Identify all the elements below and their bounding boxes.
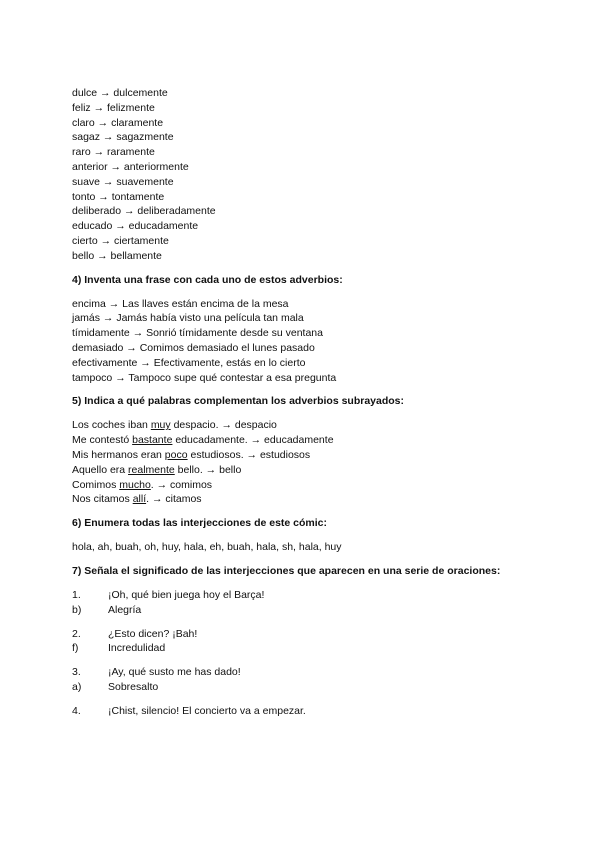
sentence-row bbox=[72, 665, 552, 680]
list-item: cierto → ciertamente bbox=[72, 234, 169, 247]
item-number: 1. bbox=[72, 588, 81, 601]
section-4-sentences bbox=[72, 297, 552, 386]
list-item: tímidamente → Sonrió tímidamente desde su ventana bbox=[72, 327, 323, 340]
list-item: encima → Las llaves están encima de la mesa bbox=[72, 297, 289, 310]
underlined-adverb: bastante bbox=[132, 434, 173, 447]
text: bello. → bello bbox=[174, 463, 242, 476]
section-4-heading: 4) Inventa una frase con cada uno de estos adverbios: bbox=[72, 273, 343, 286]
section-5-heading: 5) Indica a qué palabras complementan los adverbios subrayados: bbox=[72, 395, 405, 408]
text: Mis hermanos eran bbox=[72, 448, 165, 461]
list-item: feliz → felizmente bbox=[72, 101, 155, 114]
item-number: 2. bbox=[72, 627, 81, 640]
item-letter: b) bbox=[72, 603, 82, 616]
list-item bbox=[72, 433, 552, 448]
meaning-row bbox=[72, 641, 552, 656]
meaning-row bbox=[72, 603, 552, 618]
underlined-adverb: mucho bbox=[119, 478, 151, 491]
section-5-items bbox=[72, 418, 552, 507]
text: educadamente. → educadamente bbox=[172, 434, 334, 447]
text: . → citamos bbox=[146, 493, 202, 506]
underlined-adverb: allí bbox=[132, 493, 147, 506]
list-item: bello → bellamente bbox=[72, 249, 162, 262]
list-item: jamás → Jamás había visto una película tan mala bbox=[72, 312, 304, 325]
sentence: ¿Esto dicen? ¡Bah! bbox=[108, 627, 198, 640]
list-item: sagaz → sagazmente bbox=[72, 131, 174, 144]
text: estudiosos. → estudiosos bbox=[187, 448, 311, 461]
text: Me contestó bbox=[72, 434, 133, 447]
sentence-row bbox=[72, 704, 552, 719]
list-item: educado → educadamente bbox=[72, 220, 199, 233]
section-6-answer: hola, ah, buah, oh, huy, hala, eh, buah, hala, sh, hala, huy bbox=[72, 541, 342, 554]
meaning: Sobresalto bbox=[108, 680, 159, 693]
list-item: suave → suavemente bbox=[72, 175, 174, 188]
meaning-row bbox=[72, 680, 552, 695]
list-item bbox=[72, 478, 552, 493]
item-number: 4. bbox=[72, 704, 81, 717]
underlined-adverb: realmente bbox=[128, 463, 175, 476]
list-item bbox=[72, 463, 552, 478]
text: Nos citamos bbox=[72, 493, 133, 506]
meaning: Incredulidad bbox=[108, 642, 166, 655]
list-item: demasiado → Comimos demasiado el lunes pasado bbox=[72, 341, 315, 354]
list-item bbox=[72, 418, 552, 433]
sentence: ¡Ay, qué susto me has dado! bbox=[108, 666, 241, 679]
text: . → comimos bbox=[150, 478, 213, 491]
list-item: anterior → anteriormente bbox=[72, 160, 189, 173]
list-item bbox=[72, 448, 552, 463]
underlined-adverb: muy bbox=[150, 419, 171, 432]
underlined-adverb: poco bbox=[164, 448, 188, 461]
adverbs-list bbox=[72, 86, 552, 264]
list-item: claro → claramente bbox=[72, 116, 164, 129]
text: despacio. → despacio bbox=[170, 419, 277, 432]
sentence: ¡Chist, silencio! El concierto va a empezar. bbox=[108, 704, 306, 717]
list-item: raro → raramente bbox=[72, 146, 155, 159]
list-item bbox=[72, 492, 552, 507]
list-item: efectivamente → Efectivamente, estás en lo cierto bbox=[72, 356, 306, 369]
list-item: tampoco → Tampoco supe qué contestar a esa pregunta bbox=[72, 371, 337, 384]
section-7-items bbox=[72, 588, 552, 719]
meaning: Alegría bbox=[108, 603, 142, 616]
item-number: 3. bbox=[72, 666, 81, 679]
list-item: deliberado → deliberadamente bbox=[72, 205, 216, 218]
sentence-row bbox=[72, 627, 552, 642]
sentence-row bbox=[72, 588, 552, 603]
list-item: tonto → tontamente bbox=[72, 190, 165, 203]
item-letter: f) bbox=[72, 642, 79, 655]
sentence: ¡Oh, qué bien juega hoy el Barça! bbox=[108, 588, 265, 601]
document-page bbox=[72, 86, 552, 719]
item-letter: a) bbox=[72, 680, 82, 693]
text: Los coches iban bbox=[72, 419, 151, 432]
list-item: dulce → dulcemente bbox=[72, 87, 168, 99]
text: Comimos bbox=[72, 478, 120, 491]
text: Aquello era bbox=[72, 463, 129, 476]
section-7-heading: 7) Señala el significado de las interjecciones que aparecen en una serie de oraciones: bbox=[72, 564, 501, 577]
section-6-heading: 6) Enumera todas las interjecciones de este cómic: bbox=[72, 517, 328, 530]
